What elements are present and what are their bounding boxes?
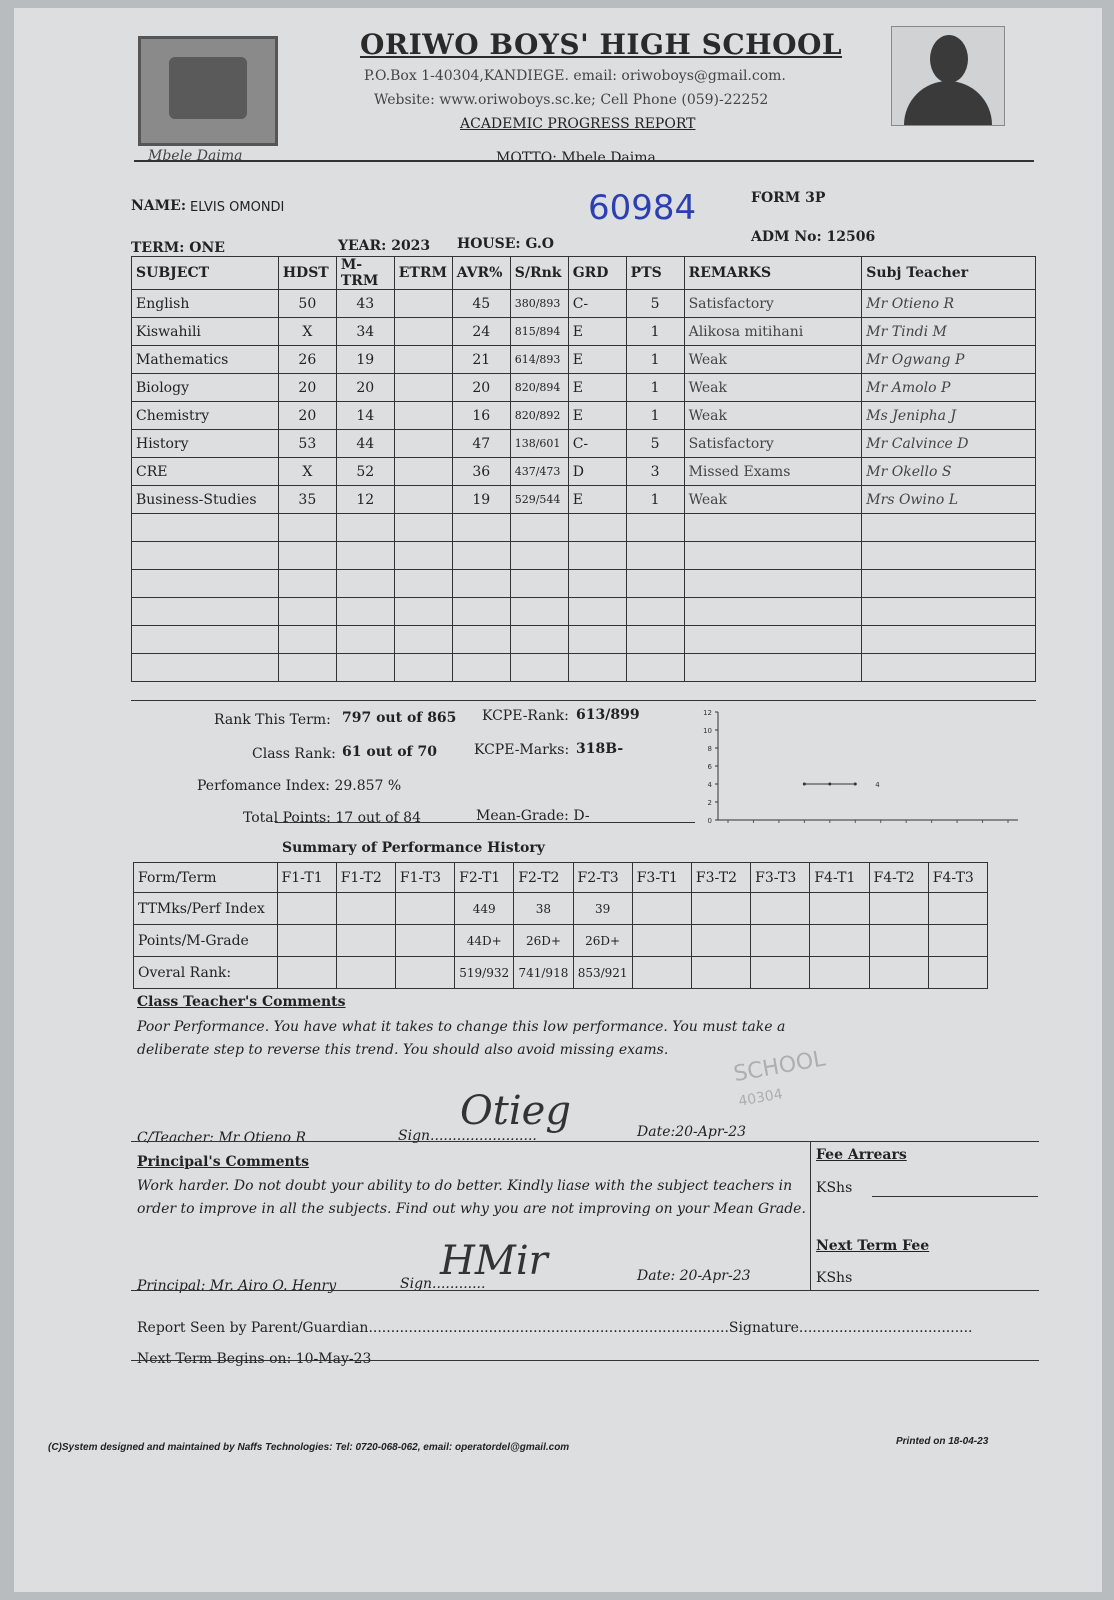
- subject-cell: 50: [278, 290, 336, 318]
- class-teacher-name: C/Teacher: Mr Otieno R: [137, 1130, 307, 1146]
- subjects-table: [131, 256, 1036, 682]
- history-cell: [751, 957, 810, 989]
- subject-row: [132, 514, 1036, 542]
- chart-y-tick-label: 2: [707, 799, 712, 807]
- history-cell: [869, 957, 928, 989]
- subject-cell: [132, 654, 279, 682]
- subject-cell: [568, 514, 626, 542]
- history-cell: 26D+: [573, 925, 632, 957]
- subjects-header-cell: SUBJECT: [132, 257, 279, 290]
- chart-y-tick-label: 4: [707, 781, 712, 789]
- subject-row: [132, 318, 1036, 346]
- subject-row: [132, 626, 1036, 654]
- principal-signature: HMir: [440, 1238, 548, 1284]
- chart-point: [828, 783, 831, 786]
- subject-cell: E: [568, 346, 626, 374]
- subject-cell: 26: [278, 346, 336, 374]
- subjects-header-cell: PTS: [626, 257, 684, 290]
- subject-cell: [510, 598, 568, 626]
- subject-cell: [568, 570, 626, 598]
- subject-cell: [568, 542, 626, 570]
- performance-index: Perfomance Index: 29.857 %: [197, 778, 402, 794]
- student-term: TERM: ONE: [131, 240, 225, 256]
- subject-cell: [336, 626, 394, 654]
- history-header-cell: F1-T3: [395, 863, 454, 893]
- kcpe-rank-value: 613/899: [576, 707, 640, 723]
- subjects-header-cell: M-TRM: [336, 257, 394, 290]
- fee-arrears-currency: KShs: [816, 1180, 853, 1196]
- subject-cell: Mr Amolo P: [862, 374, 1036, 402]
- subject-cell: 20: [278, 374, 336, 402]
- history-cell: 449: [455, 893, 514, 925]
- subject-cell: [510, 654, 568, 682]
- history-cell: [751, 925, 810, 957]
- subject-cell: E: [568, 374, 626, 402]
- subject-row: [132, 570, 1036, 598]
- class-teacher-signature: Otieg: [460, 1088, 571, 1134]
- principal-date: Date: 20-Apr-23: [637, 1268, 751, 1284]
- subject-cell: [132, 514, 279, 542]
- subject-cell: [132, 570, 279, 598]
- student-photo: [891, 26, 1005, 126]
- class-teacher-comment-1: Poor Performance. You have what it takes to change this low performance. You must take a: [137, 1019, 786, 1035]
- subject-cell: Biology: [132, 374, 279, 402]
- subject-cell: 820/894: [510, 374, 568, 402]
- subjects-header-cell: REMARKS: [684, 257, 862, 290]
- subject-cell: [862, 542, 1036, 570]
- subject-cell: E: [568, 402, 626, 430]
- subject-cell: X: [278, 458, 336, 486]
- class-teacher-line: [131, 1141, 1039, 1142]
- history-header-cell: F3-T3: [751, 863, 810, 893]
- subject-cell: Ms Jenipha J: [862, 402, 1036, 430]
- kcpe-marks-value: 318B-: [576, 741, 624, 757]
- adm-number: ADM No: 12506: [751, 229, 876, 245]
- history-cell: [632, 957, 691, 989]
- kcpe-rank-label: KCPE-Rank:: [482, 708, 569, 724]
- principal-sign: Sign............: [400, 1276, 486, 1292]
- subject-cell: 3: [626, 458, 684, 486]
- subject-cell: Satisfactory: [684, 430, 862, 458]
- school-motto: MOTTO: Mbele Daima: [496, 150, 656, 166]
- subject-cell: [394, 654, 452, 682]
- subject-cell: Mr Okello S: [862, 458, 1036, 486]
- chart-y-tick-label: 12: [703, 709, 712, 717]
- subject-cell: [626, 542, 684, 570]
- history-row: [134, 893, 988, 925]
- subject-cell: [510, 514, 568, 542]
- subject-cell: Mr Otieno R: [862, 290, 1036, 318]
- subject-cell: C-: [568, 430, 626, 458]
- performance-chart: [688, 700, 1036, 850]
- subject-cell: [278, 598, 336, 626]
- subject-cell: 52: [336, 458, 394, 486]
- subject-cell: [132, 598, 279, 626]
- parent-seen-line: Report Seen by Parent/Guardian.................................................................................Signature.......................................: [137, 1320, 973, 1336]
- history-cell: [336, 957, 395, 989]
- subject-cell: 5: [626, 290, 684, 318]
- subject-cell: [684, 654, 862, 682]
- subject-cell: [278, 542, 336, 570]
- subject-row: [132, 598, 1036, 626]
- header-divider: [134, 160, 1034, 162]
- principal-comment-1: Work harder. Do not doubt your ability to do better. Kindly liase with the subject teachers in: [137, 1178, 793, 1194]
- subject-cell: 138/601: [510, 430, 568, 458]
- subject-cell: [336, 514, 394, 542]
- subject-cell: 614/893: [510, 346, 568, 374]
- subject-cell: [452, 514, 510, 542]
- subject-cell: [684, 570, 862, 598]
- subject-cell: Business-Studies: [132, 486, 279, 514]
- history-cell: [277, 957, 336, 989]
- subject-cell: [510, 542, 568, 570]
- subject-cell: 1: [626, 346, 684, 374]
- school-logo: [138, 36, 278, 146]
- subject-cell: [278, 654, 336, 682]
- subject-cell: [394, 346, 452, 374]
- history-cell: 519/932: [455, 957, 514, 989]
- school-website: Website: www.oriwoboys.sc.ke; Cell Phone (059)-22252: [374, 92, 769, 108]
- subjects-header-cell: AVR%: [452, 257, 510, 290]
- subject-cell: Satisfactory: [684, 290, 862, 318]
- subject-cell: Mr Calvince D: [862, 430, 1036, 458]
- history-header-cell: F2-T3: [573, 863, 632, 893]
- subject-cell: 19: [452, 486, 510, 514]
- subject-cell: Weak: [684, 346, 862, 374]
- next-term-begins: Next Term Begins on: 10-May-23: [137, 1351, 372, 1367]
- history-cell: [810, 957, 869, 989]
- subject-cell: 34: [336, 318, 394, 346]
- school-stamp: SCHOOL 40304: [731, 1046, 828, 1110]
- subject-row: [132, 290, 1036, 318]
- subject-cell: [394, 626, 452, 654]
- history-header-cell: F2-T1: [455, 863, 514, 893]
- history-cell: [395, 925, 454, 957]
- history-header-cell: Form/Term: [134, 863, 278, 893]
- subject-cell: [336, 570, 394, 598]
- summary-bottom-line: [275, 822, 695, 823]
- chart-y-tick-label: 0: [707, 817, 712, 825]
- subject-cell: X: [278, 318, 336, 346]
- history-cell: [810, 893, 869, 925]
- subject-cell: [394, 402, 452, 430]
- subject-cell: Alikosa mitihani: [684, 318, 862, 346]
- history-cell: [632, 893, 691, 925]
- subject-cell: Mrs Owino L: [862, 486, 1036, 514]
- parent-line: [131, 1360, 1039, 1361]
- subject-cell: 12: [336, 486, 394, 514]
- subjects-header-cell: Subj Teacher: [862, 257, 1036, 290]
- handwritten-number: 60984: [588, 188, 697, 228]
- class-teacher-sign: Sign........................: [398, 1128, 537, 1144]
- history-cell: [928, 957, 987, 989]
- history-cell: [751, 893, 810, 925]
- subjects-header-cell: S/Rnk: [510, 257, 568, 290]
- subject-row: [132, 430, 1036, 458]
- printed-date: Printed on 18-04-23: [896, 1436, 989, 1447]
- subject-cell: 1: [626, 318, 684, 346]
- subject-cell: Mathematics: [132, 346, 279, 374]
- history-cell: 26D+: [514, 925, 573, 957]
- history-cell: TTMks/Perf Index: [134, 893, 278, 925]
- principal-title: Principal's Comments: [137, 1154, 310, 1170]
- history-header-cell: F4-T3: [928, 863, 987, 893]
- subject-cell: 21: [452, 346, 510, 374]
- history-cell: [691, 957, 750, 989]
- subject-cell: 35: [278, 486, 336, 514]
- history-header-cell: F4-T2: [869, 863, 928, 893]
- name-label: NAME:: [131, 198, 186, 214]
- subject-cell: Chemistry: [132, 402, 279, 430]
- subject-row: [132, 374, 1036, 402]
- rank-value: 797 out of 865: [342, 710, 457, 726]
- subject-cell: [684, 626, 862, 654]
- subject-cell: [510, 570, 568, 598]
- subject-cell: 45: [452, 290, 510, 318]
- subject-cell: [278, 626, 336, 654]
- history-cell: 44D+: [455, 925, 514, 957]
- subject-cell: 529/544: [510, 486, 568, 514]
- history-row: [134, 957, 988, 989]
- subject-cell: 20: [452, 374, 510, 402]
- subject-cell: 53: [278, 430, 336, 458]
- history-cell: [395, 893, 454, 925]
- subject-cell: [626, 654, 684, 682]
- history-cell: [277, 925, 336, 957]
- subject-cell: 14: [336, 402, 394, 430]
- subject-cell: 24: [452, 318, 510, 346]
- history-cell: [869, 893, 928, 925]
- history-title: Summary of Performance History: [282, 840, 545, 856]
- subject-cell: 5: [626, 430, 684, 458]
- subjects-header-cell: ETRM: [394, 257, 452, 290]
- subject-cell: 44: [336, 430, 394, 458]
- chart-y-tick-label: 6: [707, 763, 712, 771]
- subject-cell: [394, 430, 452, 458]
- subjects-header-cell: HDST: [278, 257, 336, 290]
- principal-name: Principal: Mr. Airo O. Henry: [137, 1278, 337, 1294]
- history-cell: 741/918: [514, 957, 573, 989]
- subject-cell: History: [132, 430, 279, 458]
- subject-cell: [336, 654, 394, 682]
- fee-arrears-title: Fee Arrears: [816, 1147, 907, 1163]
- subject-row: [132, 654, 1036, 682]
- history-cell: [395, 957, 454, 989]
- history-cell: [869, 925, 928, 957]
- subject-cell: 20: [278, 402, 336, 430]
- fee-arrears-line: [872, 1196, 1038, 1197]
- subject-row: [132, 402, 1036, 430]
- subject-cell: 820/892: [510, 402, 568, 430]
- student-house: HOUSE: G.O: [457, 236, 554, 252]
- chart-y-tick-label: 8: [707, 745, 712, 753]
- history-cell: [928, 893, 987, 925]
- history-cell: Overal Rank:: [134, 957, 278, 989]
- history-cell: 38: [514, 893, 573, 925]
- subject-cell: 1: [626, 402, 684, 430]
- subject-cell: English: [132, 290, 279, 318]
- subject-cell: [394, 374, 452, 402]
- history-cell: 853/921: [573, 957, 632, 989]
- subject-cell: 43: [336, 290, 394, 318]
- history-cell: [277, 893, 336, 925]
- subject-cell: [132, 542, 279, 570]
- student-name: ELVIS OMONDI: [190, 200, 285, 215]
- rank-label: Rank This Term:: [214, 712, 331, 728]
- subject-row: [132, 486, 1036, 514]
- kcpe-marks-label: KCPE-Marks:: [474, 742, 570, 758]
- history-header-cell: F3-T1: [632, 863, 691, 893]
- chart-point-label: 4: [875, 781, 880, 789]
- subject-cell: [684, 542, 862, 570]
- student-year: YEAR: 2023: [338, 238, 431, 254]
- history-cell: [691, 893, 750, 925]
- subject-cell: [452, 542, 510, 570]
- subject-cell: [394, 486, 452, 514]
- history-header-cell: F4-T1: [810, 863, 869, 893]
- system-footer: (C)System designed and maintained by Naffs Technologies: Tel: 0720-068-062, email: operatordel@gmail.com: [48, 1442, 570, 1453]
- subject-cell: [336, 598, 394, 626]
- subject-cell: [862, 570, 1036, 598]
- subject-cell: E: [568, 318, 626, 346]
- history-cell: [810, 925, 869, 957]
- principal-comment-2: order to improve in all the subjects. Find out why you are not improving on your Mean Grade.: [137, 1201, 806, 1217]
- total-points: Total Points: 17 out of 84: [243, 810, 421, 826]
- subject-cell: E: [568, 486, 626, 514]
- subject-cell: 20: [336, 374, 394, 402]
- subject-cell: 16: [452, 402, 510, 430]
- chart-y-tick-label: 10: [703, 727, 712, 735]
- class-teacher-comment-2: deliberate step to reverse this trend. You should also avoid missing exams.: [137, 1042, 669, 1058]
- subject-cell: [394, 598, 452, 626]
- subject-cell: [626, 514, 684, 542]
- subject-cell: C-: [568, 290, 626, 318]
- chart-point: [803, 783, 806, 786]
- subject-cell: [452, 570, 510, 598]
- history-cell: [928, 925, 987, 957]
- next-term-fee-title: Next Term Fee: [816, 1238, 930, 1254]
- subjects-header-row: [132, 257, 1036, 290]
- subject-cell: [862, 626, 1036, 654]
- logo-motto: Mbele Daima: [148, 148, 243, 164]
- subject-cell: [394, 514, 452, 542]
- history-row: [134, 925, 988, 957]
- subject-cell: [394, 570, 452, 598]
- subject-cell: [278, 570, 336, 598]
- school-address: P.O.Box 1-40304,KANDIEGE. email: oriwoboys@gmail.com.: [364, 68, 786, 84]
- class-teacher-date: Date:20-Apr-23: [637, 1124, 747, 1140]
- subject-cell: [568, 654, 626, 682]
- subject-cell: [684, 514, 862, 542]
- history-header-cell: F2-T2: [514, 863, 573, 893]
- subject-cell: [568, 598, 626, 626]
- subject-row: [132, 346, 1036, 374]
- subject-cell: [452, 626, 510, 654]
- history-header-cell: F1-T1: [277, 863, 336, 893]
- subject-cell: Weak: [684, 486, 862, 514]
- history-cell: [691, 925, 750, 957]
- subject-cell: Kiswahili: [132, 318, 279, 346]
- history-cell: [336, 925, 395, 957]
- history-header-cell: F3-T2: [691, 863, 750, 893]
- class-rank-label: Class Rank:: [252, 746, 336, 762]
- history-table: [133, 862, 988, 989]
- school-name: ORIWO BOYS' HIGH SCHOOL: [360, 28, 843, 61]
- history-header-row: [134, 863, 988, 893]
- subject-row: [132, 458, 1036, 486]
- history-cell: [336, 893, 395, 925]
- subject-cell: [132, 626, 279, 654]
- subject-cell: [336, 542, 394, 570]
- subject-cell: [862, 654, 1036, 682]
- subject-cell: D: [568, 458, 626, 486]
- history-header-cell: F1-T2: [336, 863, 395, 893]
- subject-cell: [626, 598, 684, 626]
- history-cell: 39: [573, 893, 632, 925]
- subject-cell: Weak: [684, 374, 862, 402]
- subject-cell: 437/473: [510, 458, 568, 486]
- history-cell: Points/M-Grade: [134, 925, 278, 957]
- subjects-header-cell: GRD: [568, 257, 626, 290]
- subject-cell: [394, 542, 452, 570]
- subject-cell: Mr Ogwang P: [862, 346, 1036, 374]
- next-term-fee-currency: KShs: [816, 1270, 853, 1286]
- subject-cell: [626, 626, 684, 654]
- subject-cell: [684, 598, 862, 626]
- subject-cell: [394, 318, 452, 346]
- subject-cell: 19: [336, 346, 394, 374]
- subject-cell: Mr Tindi M: [862, 318, 1036, 346]
- class-teacher-title: Class Teacher's Comments: [137, 994, 346, 1010]
- chart-point: [854, 783, 857, 786]
- subject-cell: 47: [452, 430, 510, 458]
- subject-cell: [452, 598, 510, 626]
- student-form: FORM 3P: [751, 190, 826, 206]
- history-cell: [632, 925, 691, 957]
- fees-divider: [810, 1141, 811, 1290]
- subject-cell: Weak: [684, 402, 862, 430]
- subject-row: [132, 542, 1036, 570]
- principal-line: [131, 1290, 1039, 1291]
- subject-cell: Missed Exams: [684, 458, 862, 486]
- subject-cell: [278, 514, 336, 542]
- subject-cell: [862, 514, 1036, 542]
- subject-cell: [394, 290, 452, 318]
- mean-grade: Mean-Grade: D-: [476, 808, 590, 824]
- subject-cell: 1: [626, 374, 684, 402]
- subject-cell: 815/894: [510, 318, 568, 346]
- subject-cell: 1: [626, 486, 684, 514]
- subject-cell: [510, 626, 568, 654]
- subject-cell: [394, 458, 452, 486]
- class-rank-value: 61 out of 70: [342, 744, 437, 760]
- subject-cell: [862, 598, 1036, 626]
- subject-cell: 380/893: [510, 290, 568, 318]
- subject-cell: CRE: [132, 458, 279, 486]
- subject-cell: 36: [452, 458, 510, 486]
- subject-cell: [626, 570, 684, 598]
- subject-cell: [452, 654, 510, 682]
- subject-cell: [568, 626, 626, 654]
- report-title: ACADEMIC PROGRESS REPORT: [460, 116, 696, 132]
